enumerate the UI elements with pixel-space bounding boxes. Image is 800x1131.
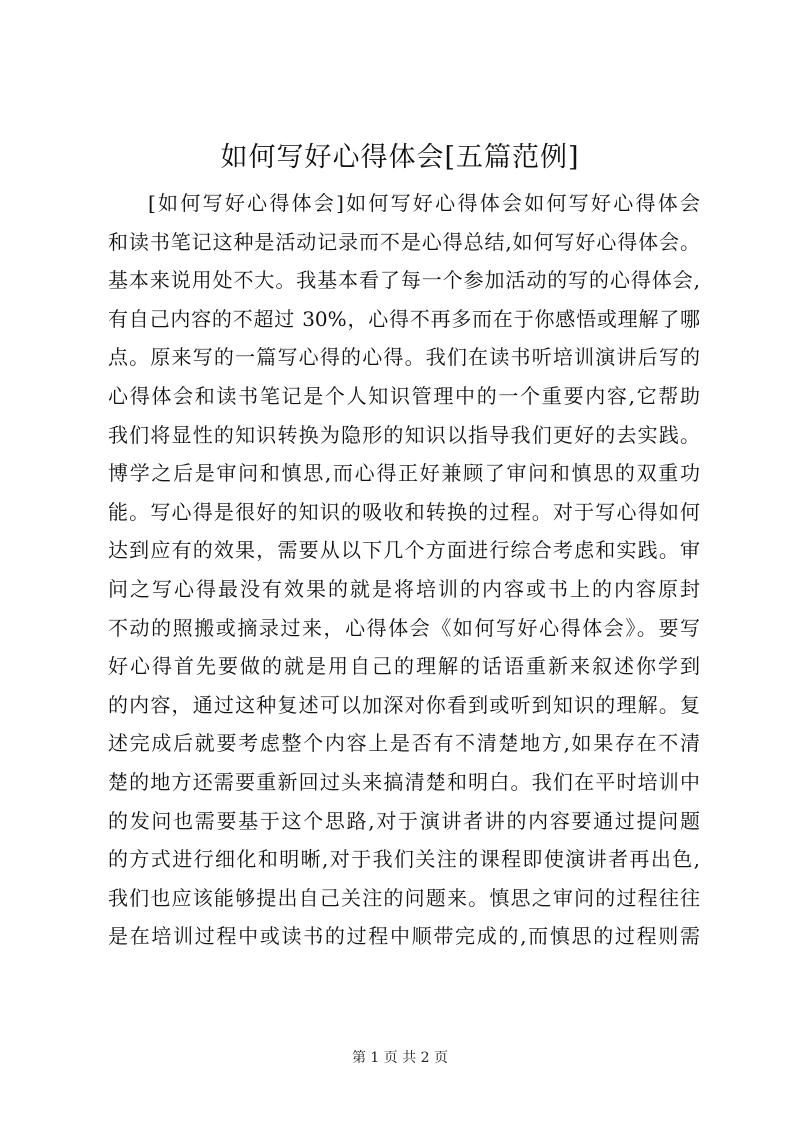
text-line: 有自己内容的不超过 30%，心得不再多而在于你感悟或理解了哪: [108, 306, 700, 331]
text-line: 心得体会和读书笔记是个人知识管理中的一个重要内容,它帮助: [108, 383, 700, 408]
text-line: 述完成后就要考虑整个内容上是否有不清楚地方,如果存在不清: [108, 731, 700, 756]
text-line: 是在培训过程中或读书的过程中顺带完成的,而慎思的过程则需: [108, 924, 700, 949]
text-line: 的方式进行细化和明晰,对于我们关注的课程即使演讲者再出色,: [108, 847, 700, 872]
text-line: 我们也应该能够提出自己关注的问题来。慎思之审问的过程往往: [108, 885, 700, 910]
text-line: 的发问也需要基于这个思路,对于演讲者讲的内容要通过提问题: [108, 808, 700, 833]
text-line: 能。写心得是很好的知识的吸收和转换的过程。对于写心得如何: [108, 499, 700, 524]
text-line: 我们将显性的知识转换为隐形的知识以指导我们更好的去实践。: [108, 422, 700, 447]
text-line: 好心得首先要做的就是用自己的理解的话语重新来叙述你学到: [108, 654, 700, 679]
text-line: 的内容，通过这种复述可以加深对你看到或听到知识的理解。复: [108, 692, 700, 717]
text-line: 达到应有的效果，需要从以下几个方面进行综合考虑和实践。审: [108, 538, 700, 563]
text-line: 和读书笔记这种是活动记录而不是心得总结,如何写好心得体会。: [108, 229, 700, 254]
text-line: [如何写好心得体会]如何写好心得体会如何写好心得体会: [148, 191, 700, 215]
document-title: 如何写好心得体会[五篇范例]: [220, 142, 580, 173]
text-line: 博学之后是审问和慎思,而心得正好兼顾了审问和慎思的双重功: [108, 461, 700, 486]
text-line: 点。原来写的一篇写心得的心得。我们在读书听培训演讲后写的: [108, 345, 700, 370]
text-line: 问之写心得最没有效果的就是将培训的内容或书上的内容原封: [108, 576, 700, 601]
body-text: [108, 184, 700, 956]
text-line: 基本来说用处不大。我基本看了每一个参加活动的写的心得体会,: [108, 268, 700, 293]
text-line: 楚的地方还需要重新回过头来搞清楚和明白。我们在平时培训中: [108, 769, 700, 794]
text-line: 不动的照搬或摘录过来，心得体会《如何写好心得体会》。要写: [108, 615, 700, 640]
page-number-footer: 第 1 页 共 2 页: [351, 1050, 449, 1066]
